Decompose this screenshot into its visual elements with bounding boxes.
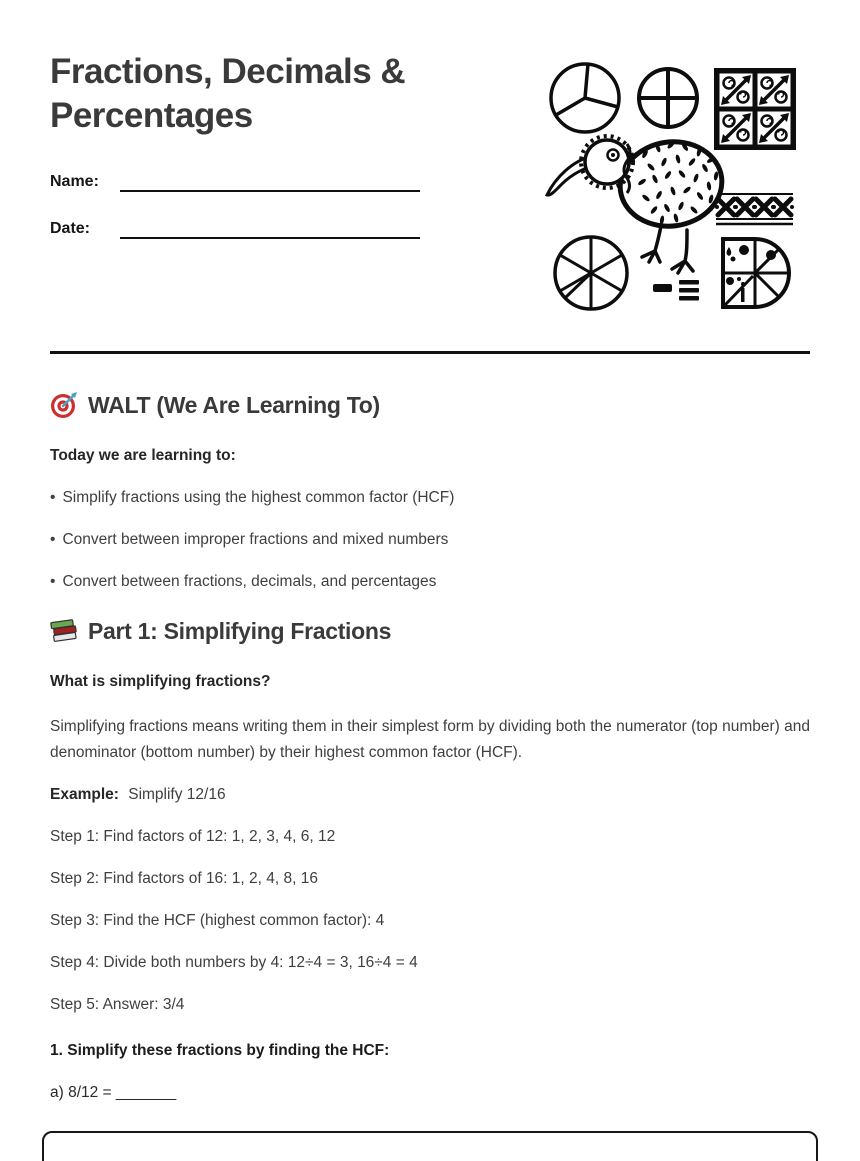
example-steps [50,827,810,1015]
example-label: Example: [50,786,119,803]
kiwi-fractions-illustration [545,58,800,320]
dartboard-icon [50,391,78,419]
bullet-marker: • [50,573,56,590]
answer-box[interactable] [42,1131,818,1161]
walt-heading-text: WALT (We Are Learning To) [88,392,380,418]
walt-intro: Today we are learning to: [50,447,236,464]
header [50,50,810,239]
koru-square-pattern [716,70,794,148]
walt-bullet-item [50,572,810,592]
part1-heading [50,616,810,646]
bullet-marker: • [50,489,56,506]
bullet-marker: • [50,531,56,548]
part1-description: Simplifying fractions means writing them in their simplest form by dividing both the numerator (top number) and denominator (bottom number) by their highest common factor (HCF). [50,718,810,761]
walt-bullet-item [50,530,810,550]
fraction-circle-quarters [639,69,697,127]
step-line: Step 1: Find factors of 12: 1, 2, 3, 4, 6, 12 [50,828,336,845]
step-line: Step 5: Answer: 3/4 [50,996,185,1013]
walt-heading [50,390,810,420]
equals-symbols [653,280,699,301]
kiwi-bird [547,135,727,273]
name-label: Name: [50,173,99,190]
part1-subheading: What is simplifying fractions? [50,673,271,690]
page-title: Fractions, Decimals & Percentages [50,52,406,135]
walt-bullet-text: Convert between improper fractions and mixed numbers [62,531,449,548]
example-line [50,785,810,805]
fraction-d-tile [723,239,789,307]
date-label: Date: [50,220,91,237]
walt-bullet-text: Simplify fractions using the highest common factor (HCF) [62,489,455,506]
question1-item-a: a) 8/12 = _______ [50,1084,177,1101]
step-line: Step 3: Find the HCF (highest common factor): 4 [50,912,385,929]
section-divider [50,351,810,354]
maori-border-band [715,194,794,224]
step-line: Step 2: Find factors of 16: 1, 2, 4, 8, 16 [50,870,318,887]
part1-heading-text: Part 1: Simplifying Fractions [88,618,392,644]
fraction-circle-thirds [551,64,619,132]
books-icon [50,617,78,645]
date-field-line[interactable] [120,219,420,239]
fraction-circle-eighths [555,237,627,309]
name-field-line[interactable] [120,172,420,192]
step-line: Step 4: Divide both numbers by 4: 12÷4 = 3, 16÷4 = 4 [50,954,418,971]
walt-bullet-text: Convert between fractions, decimals, and percentages [62,573,437,590]
walt-bullet-item [50,488,810,508]
question1-heading: 1. Simplify these fractions by finding the HCF: [50,1042,390,1059]
walt-bullet-list [50,488,810,592]
example-text: Simplify 12/16 [128,786,226,803]
